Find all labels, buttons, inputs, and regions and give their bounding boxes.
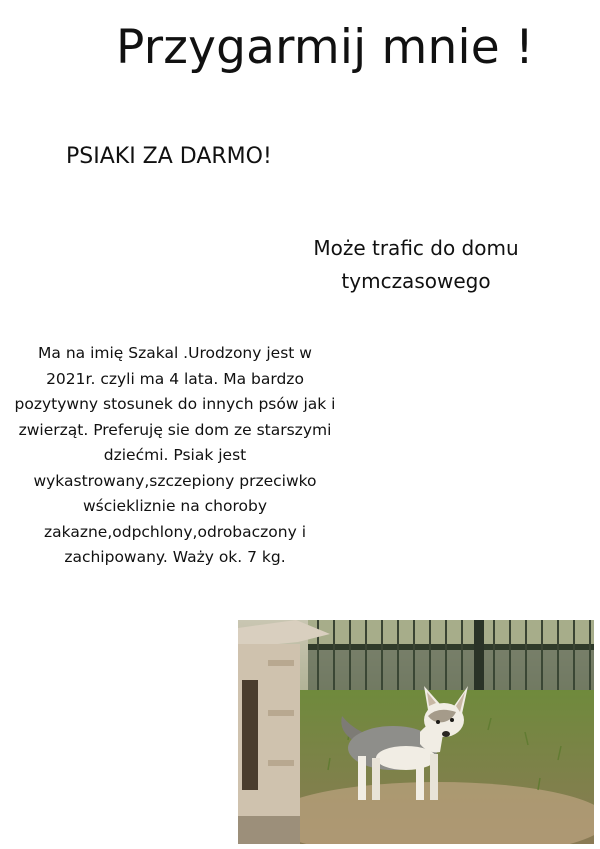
fence [308, 620, 594, 700]
temporary-home-note: Może trafic do domu tymczasowego [313, 236, 519, 293]
dog-photo [238, 620, 594, 844]
poster-title: Przygarmij mnie ! [115, 20, 535, 75]
dog-description: Ma na imię Szakal .Urodzony jest w 2021r. czyli ma 4 lata. Ma bardzo pozytywny stosunek do innych psów jak i zwierząt. Preferuję sie dom ze starszymi dziećmi. Psiak jest wykastrowany,szczepiony przeciwko wściekliznie na choroby zakazne,odpchlony,odrobaczony i zachipowany. Waży ok. 7 kg. [14, 344, 336, 566]
free-puppies-heading: PSIAKI ZA DARMO! [66, 144, 272, 169]
dog-photo-illustration [238, 620, 594, 844]
